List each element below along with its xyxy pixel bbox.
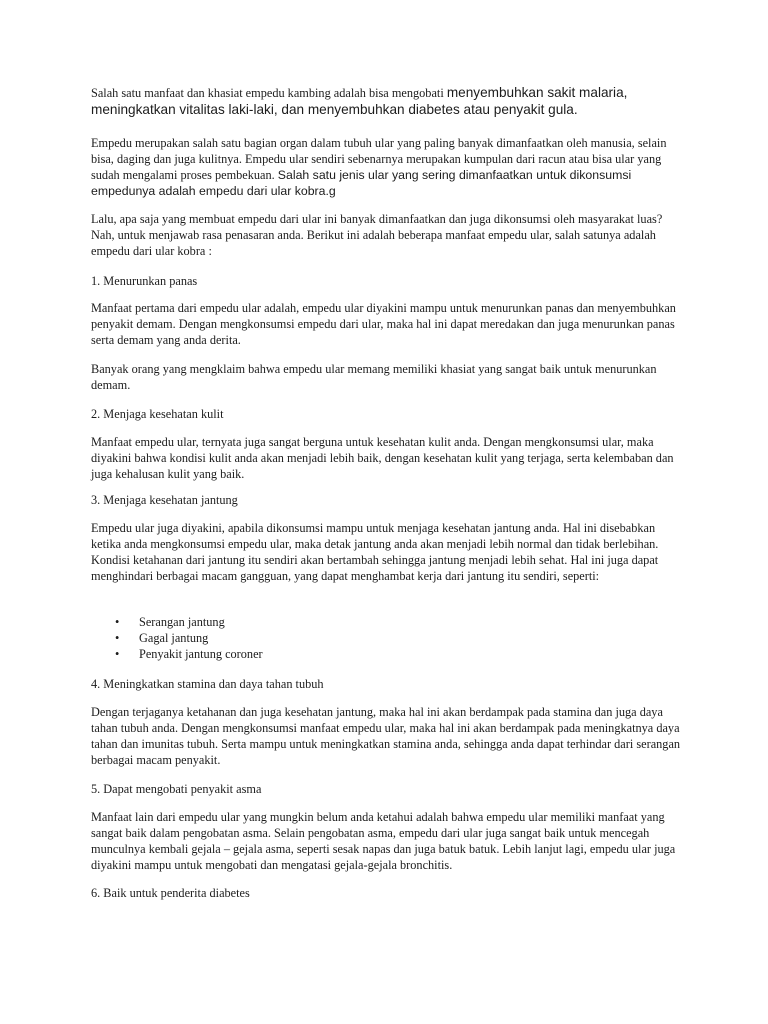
bullet-icon: •: [115, 630, 120, 645]
paragraph-1: [91, 136, 681, 200]
section-1-paragraph-2: Banyak orang yang mengklaim bahwa empedu ular memang memiliki khasiat yang sangat baik untuk menurunkan demam.: [91, 362, 657, 392]
intro-paragraph: [91, 85, 681, 119]
section-3-paragraph-1: Empedu ular juga diyakini, apabila dikonsumsi mampu untuk menjaga kesehatan jantung anda. Hal ini disebabkan ketika anda mengkonsumsi empedu ular, maka detak jantung anda akan menjadi lebih normal dan tidak berlebihan. Kondisi ketahanan dari jantung itu sendiri akan bertambah sehingga jantung menjadi lebih sehat. Hal ini juga dapat menghindari berbagai macam gangguan, yang dapat menghambat kerja dari jantung itu sendiri, seperti:: [91, 521, 659, 583]
list-item: • Gagal jantung: [115, 630, 209, 645]
section-5-paragraph-1: Manfaat lain dari empedu ular yang mungkin belum anda ketahui adalah bahwa empedu ular memiliki manfaat yang sangat baik dalam pengobatan asma. Selain pengobatan asma, empedu dari ular juga sangat baik untuk mencegah munculnya kembali gejala – gejala asma, seperti sesak napas dan juga batuk batuk. Lebih lanjut lagi, empedu ular juga diyakini mampu untuk mengobati dan mengatasi gejala-gejala bronchitis.: [91, 810, 676, 872]
paragraph-2: Lalu, apa saja yang membuat empedu dari ular ini banyak dimanfaatkan dan juga dikonsumsi oleh masyarakat luas? Nah, untuk menjawab rasa penasaran anda. Berikut ini adalah beberapa manfaat empedu ular, salah satunya adalah empedu dari ular kobra :: [91, 212, 663, 258]
section-1-paragraph-1: Manfaat pertama dari empedu ular adalah, empedu ular diyakini mampu untuk menurunkan panas dan menyembuhkan penyakit demam. Dengan mengkonsumsi empedu dari ular, maka hal ini dapat meredakan dan juga menurunkan panas serta demam yang anda derita.: [91, 301, 676, 347]
intro-lead: Salah satu manfaat dan khasiat empedu kambing adalah bisa mengobati: [91, 86, 447, 100]
bullet-icon: •: [115, 646, 120, 661]
section-1-heading: 1. Menurunkan panas: [91, 274, 198, 288]
intro-tail: menyembuhkan sakit malaria, meningkatkan vitalitas laki-laki, dan menyembuhkan diabetes atau penyakit gula.: [91, 85, 628, 117]
section-4-paragraph-1: Dengan terjaganya ketahanan dan juga kesehatan jantung, maka hal ini akan berdampak pada stamina dan juga daya tahan tubuh anda. Dengan mengkonsumsi manfaat empedu ular, maka hal ini akan berdampak pada meningkatnya daya tahan dan imunitas tubuh. Serta mampu untuk meningkatkan stamina anda, sehingga anda dapat terhindar dari serangan berbagai macam penyakit.: [91, 705, 681, 767]
section-2-paragraph-1: Manfaat empedu ular, ternyata juga sangat berguna untuk kesehatan kulit anda. Dengan mengkonsumsi ular, maka diyakini bahwa kondisi kulit anda akan menjadi lebih baik, dengan kesehatan kulit yang terjaga, serta kelembaban dan juga kehalusan kulit yang baik.: [91, 435, 674, 481]
list-item: • Penyakit jantung coroner: [115, 646, 263, 661]
bullet-icon: •: [115, 615, 120, 629]
list-item: • Serangan jantung: [115, 615, 225, 629]
section-5-heading: 5. Dapat mengobati penyakit asma: [91, 782, 262, 796]
section-6-heading: 6. Baik untuk penderita diabetes: [91, 886, 250, 900]
paragraph-1-main: Empedu merupakan salah satu bagian organ dalam tubuh ular yang paling banyak dimanfaatkan oleh manusia, selain bisa, daging dan juga kulitnya. Empedu ular sendiri sebenarnya merupakan kumpulan dari racun atau bisa ular yang sudah mengalami proses pembekuan.: [91, 136, 667, 182]
section-3-bullet-list: [91, 615, 651, 663]
section-3-heading: 3. Menjaga kesehatan jantung: [91, 493, 238, 507]
section-4-heading: 4. Meningkatkan stamina dan daya tahan tubuh: [91, 677, 324, 691]
section-2-heading: 2. Menjaga kesehatan kulit: [91, 407, 224, 421]
paragraph-1-sans: Salah satu jenis ular yang sering dimanfaatkan untuk dikonsumsi empedunya adalah empedu dari ular kobra.g: [91, 167, 632, 198]
